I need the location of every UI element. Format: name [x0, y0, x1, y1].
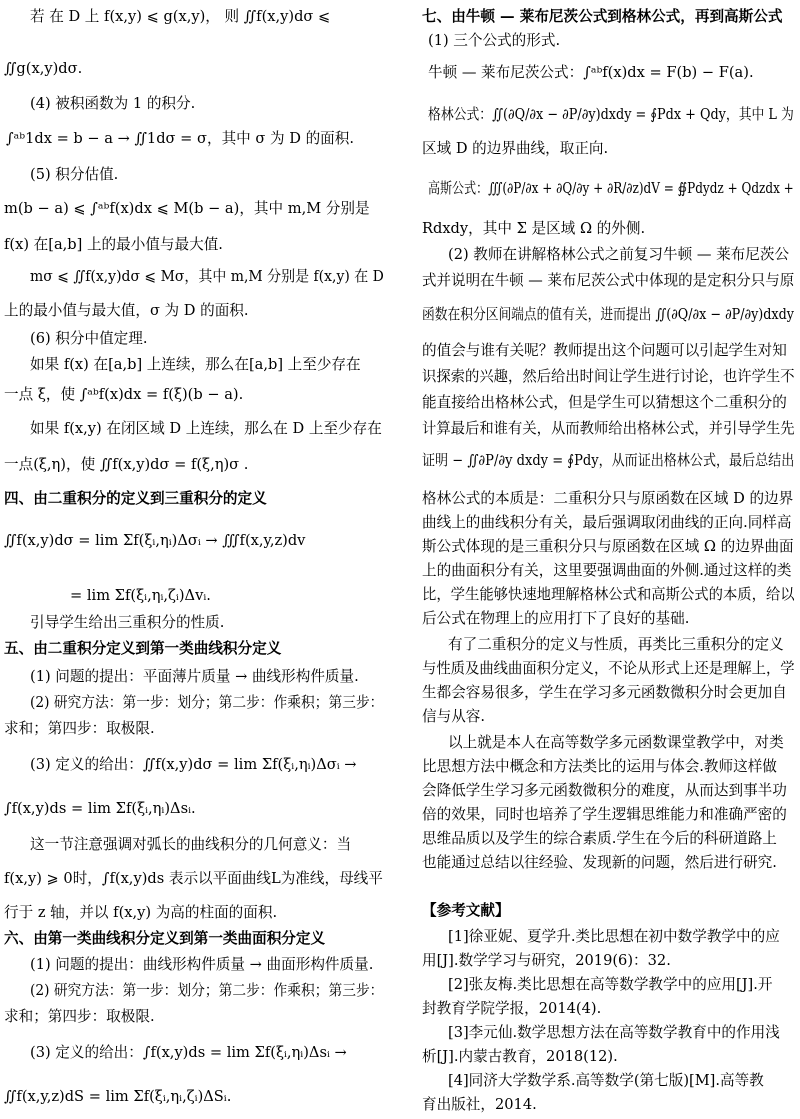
text-line: ∫ᵃᵇ1dx = b − a → ∬1dσ = σ，其中 σ 为 D 的面积.: [6, 130, 354, 147]
text-line: 一点(ξ,η)，使 ∬f(x,y)dσ = f(ξ,η)σ .: [4, 456, 249, 473]
text-line: ∬g(x,y)dσ.: [4, 60, 83, 77]
text-line: Rdxdy，其中 Σ 是区域 Ω 的外侧.: [422, 220, 646, 237]
text-line: f(x,y) ⩾ 0时，∫f(x,y)ds 表示以平面曲线L为准线，母线平: [4, 870, 383, 887]
text-line: (1) 问题的提出：曲线形构件质量 → 曲面形构件质量.: [30, 956, 374, 973]
text-line: 计算最后和谁有关，从而教师给出格林公式，并引导学生先: [422, 420, 795, 437]
text-line: 曲线上的曲线积分有关，最后强调取闭曲线的正向.同样高: [422, 514, 792, 531]
text-line: (3) 定义的给出：∫f(x,y)ds = lim Σf(ξᵢ,ηᵢ)Δsᵢ →: [30, 1044, 347, 1061]
text-line: (6) 积分中值定理.: [30, 330, 148, 347]
text-line: (3) 定义的给出：∬f(x,y)dσ = lim Σf(ξᵢ,ηᵢ)Δσᵢ →: [30, 756, 357, 773]
text-line: 格林公式：∬(∂Q/∂x − ∂P/∂y)dxdy = ∮Pdx + Qdy，其中 L 为: [428, 106, 794, 123]
text-line: 也能通过总结以往经验、发现新的问题，然后进行研究.: [422, 854, 777, 871]
text-line: 函数在积分区间端点的值有关，进而提出 ∬(∂Q/∂x − ∂P/∂y)dxdy: [422, 306, 794, 323]
text-line: 一点 ξ，使 ∫ᵃᵇf(x)dx = f(ξ)(b − a).: [4, 386, 244, 403]
text-line: (2) 研究方法：第一步：划分；第二步：作乘积；第三步：: [30, 694, 384, 711]
text-line: 求和；第四步：取极限.: [4, 1008, 155, 1025]
text-line: (2) 教师在讲解格林公式之前复习牛顿 — 莱布尼茨公: [448, 246, 790, 263]
section-heading: 七、由牛顿 — 莱布尼茨公式到格林公式，再到高斯公式: [422, 8, 783, 25]
text-line: 析[J].内蒙古教育，2018(12).: [422, 1048, 618, 1065]
text-line: 如果 f(x,y) 在闭区域 D 上连续，那么在 D 上至少存在: [30, 420, 382, 437]
text-line: 求和；第四步：取极限.: [4, 720, 155, 737]
text-line: 行于 z 轴，并以 f(x,y) 为高的柱面的面积.: [4, 904, 278, 921]
text-line: 区域 D 的边界曲线，取正向.: [422, 140, 609, 157]
section-heading: 五、由二重积分定义到第一类曲线积分定义: [4, 640, 282, 657]
text-line: (4) 被积函数为 1 的积分.: [30, 95, 196, 112]
text-line: 有了二重积分的定义与性质，再类比三重积分的定义: [448, 636, 784, 653]
text-line: (1) 三个公式的形式.: [428, 32, 561, 49]
text-line: 引导学生给出三重积分的性质.: [30, 614, 225, 631]
text-line: 后公式在物理上的应用打下了良好的基础.: [422, 610, 690, 627]
text-line: 信与从容.: [422, 708, 486, 725]
text-line: 生都会容易很多，学生在学习多元函数微积分时会更加自: [422, 684, 787, 701]
text-line: 倍的效果，同时也培养了学生逻辑思维能力和准确严密的: [422, 806, 787, 823]
text-line: 封教育学院学报，2014(4).: [422, 1000, 602, 1017]
text-line: ∫f(x,y)ds = lim Σf(ξᵢ,ηᵢ)Δsᵢ.: [4, 800, 196, 817]
text-line: 能直接给出格林公式，但是学生可以猜想这个二重积分的: [422, 394, 787, 411]
text-line: [4]同济大学数学系.高等数学(第七版)[M].高等教: [448, 1072, 764, 1089]
references-heading: 【参考文献】: [422, 902, 510, 919]
text-line: 格林公式的本质是：二重积分只与原函数在区域 D 的边界: [422, 490, 794, 507]
text-line: 比思想方法中概念和方法类比的运用与体会.教师这样做: [422, 758, 777, 775]
text-line: (5) 积分估值.: [30, 166, 119, 183]
text-line: 上的曲面积分有关，这里要强调曲面的外侧.通过这样的类: [422, 562, 792, 579]
text-line: f(x) 在[a,b] 上的最小值与最大值.: [4, 236, 223, 253]
text-line: [3]李元仙.数学思想方法在高等数学教育中的作用浅: [448, 1024, 780, 1041]
text-line: 上的最小值与最大值，σ 为 D 的面积.: [4, 302, 249, 319]
text-line: (1) 问题的提出：平面薄片质量 → 曲线形构件质量.: [30, 668, 359, 685]
text-line: ∬f(x,y,z)dS = lim Σf(ξᵢ,ηᵢ,ζᵢ)ΔSᵢ.: [4, 1088, 232, 1105]
text-line: 比，学生能够快速地理解格林公式和高斯公式的本质，给以: [422, 586, 795, 603]
text-line: 高斯公式：∭(∂P/∂x + ∂Q/∂y + ∂R/∂z)dV = ∯Pdydz + Qdzdx +: [428, 180, 794, 197]
text-line: [1]徐亚妮、夏学升.类比思想在初中数学教学中的应: [448, 928, 780, 945]
text-line: ∬f(x,y)dσ = lim Σf(ξᵢ,ηᵢ)Δσᵢ → ∭f(x,y,z)dv: [4, 532, 306, 549]
text-line: 育出版社，2014.: [422, 1096, 537, 1113]
text-line: 如果 f(x) 在[a,b] 上连续，那么在[a,b] 上至少存在: [30, 356, 361, 373]
text-line: = lim Σf(ξᵢ,ηᵢ,ζᵢ)Δvᵢ.: [70, 587, 211, 604]
text-line: 用[J].数学学习与研究，2019(6)：32.: [422, 952, 671, 969]
text-line: [2]张友梅.类比思想在高等数学教学中的应用[J].开: [448, 976, 773, 993]
text-line: 思维品质以及学生的综合素质.学生在今后的科研道路上: [422, 830, 777, 847]
text-line: 与性质及曲线曲面积分定义，不论从形式上还是理解上，学: [422, 660, 795, 677]
text-line: 若 在 D 上 f(x,y) ⩽ g(x,y)， 则 ∬f(x,y)dσ ⩽: [30, 8, 331, 25]
section-heading: 六、由第一类曲线积分定义到第一类曲面积分定义: [4, 930, 326, 947]
text-line: 这一节注意强调对弧长的曲线积分的几何意义：当: [30, 836, 352, 853]
text-line: 以上就是本人在高等数学多元函数课堂教学中，对类: [448, 734, 784, 751]
text-line: 式并说明在牛顿 — 莱布尼茨公式中体现的是定积分只与原: [422, 272, 795, 289]
text-line: 牛顿 — 莱布尼茨公式：∫ᵃᵇf(x)dx = F(b) − F(a).: [428, 64, 754, 81]
text-line: 斯公式体现的是三重积分只与原函数在区域 Ω 的边界曲面: [422, 538, 794, 555]
text-line: (2) 研究方法：第一步：划分；第二步：作乘积；第三步：: [30, 982, 384, 999]
text-line: 证明 − ∬∂P/∂y dxdy = ∮Pdy，从而证出格林公式，最后总结出: [422, 452, 795, 469]
text-line: mσ ⩽ ∬f(x,y)dσ ⩽ Mσ，其中 m,M 分别是 f(x,y) 在 D: [30, 268, 384, 285]
section-heading: 四、由二重积分的定义到三重积分的定义: [4, 490, 267, 507]
text-line: m(b − a) ⩽ ∫ᵃᵇf(x)dx ⩽ M(b − a)，其中 m,M 分别是: [4, 200, 370, 217]
text-line: 的值会与谁有关呢？教师提出这个问题可以引起学生对知: [422, 342, 787, 359]
text-line: 会降低学生学习多元函数微积分的难度，从而达到事半功: [422, 782, 787, 799]
text-line: 识探索的兴趣，然后给出时间让学生进行讨论，也许学生不: [422, 368, 795, 385]
